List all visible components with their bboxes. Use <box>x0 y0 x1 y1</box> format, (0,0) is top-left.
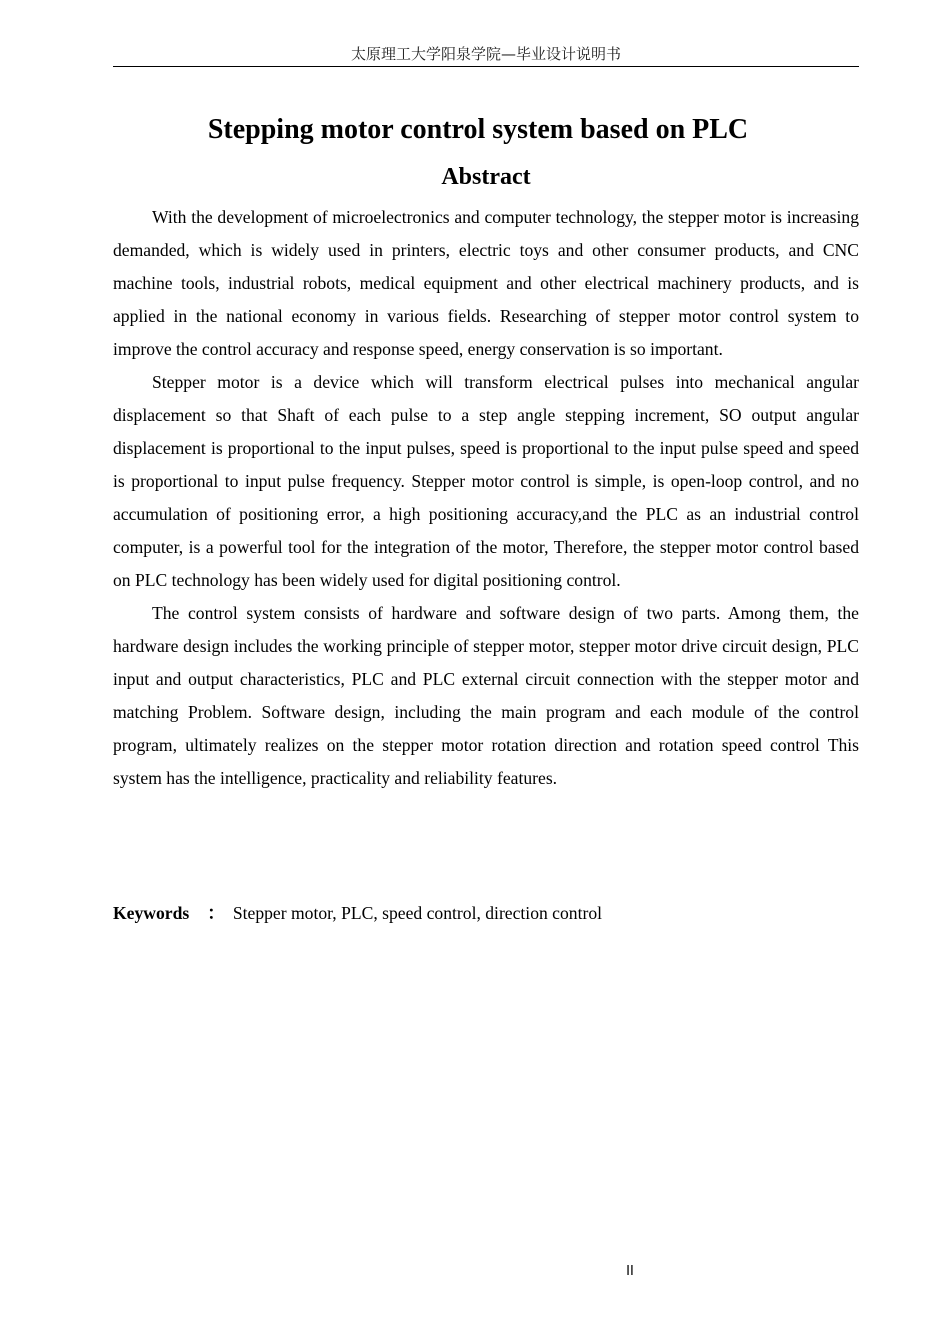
abstract-body <box>113 201 859 795</box>
keywords-value: Stepper motor, PLC, speed control, direction control <box>232 903 603 923</box>
running-header: 太原理工大学阳泉学院—毕业设计说明书 <box>350 45 621 63</box>
abstract-paragraph-1: With the development of microelectronics and computer technology, the stepper motor is increasing demanded, which is widely used in printers, electric toys and other consumer products, and CNC machine tools, industrial robots, medical equipment and other electrical machinery products, and is applied in the national economy in various fields. Researching of stepper motor control system to improve the control accuracy and response speed, energy conservation is so important. <box>113 207 859 359</box>
keywords-separator: ： <box>207 903 225 923</box>
keywords-line <box>113 897 859 930</box>
keywords-label: Keywords <box>113 903 190 923</box>
abstract-paragraph-3: The control system consists of hardware and software design of two parts. Among them, the hardware design includes the working principle of stepper motor, stepper motor drive circuit design, PLC input and output characteristics, PLC and PLC external circuit connection with the stepper motor and matching Problem. Software design, including the main program and each module of the control program, ultimately realizes on the stepper motor rotation direction and rotation speed control This system has the intelligence, practicality and reliability features. <box>113 603 859 788</box>
page-number: II <box>626 1264 634 1279</box>
abstract-paragraph-2: Stepper motor is a device which will transform electrical pulses into mechanical angular displacement so that Shaft of each pulse to a step angle stepping increment, SO output angular displacement is proportional to the input pulses, speed is proportional to the input pulse speed and speed is proportional to input pulse frequency. Stepper motor control is simple, is open-loop control, and no accumulation of positioning error, a high positioning accuracy,and the PLC as an industrial control computer, is a powerful tool for the integration of the motor, Therefore, the stepper motor control based on PLC technology has been widely used for digital positioning control. <box>113 372 859 590</box>
document-title: Stepping motor control system based on PLC <box>207 114 749 145</box>
abstract-heading: Abstract <box>441 164 531 190</box>
header-divider <box>113 66 859 67</box>
